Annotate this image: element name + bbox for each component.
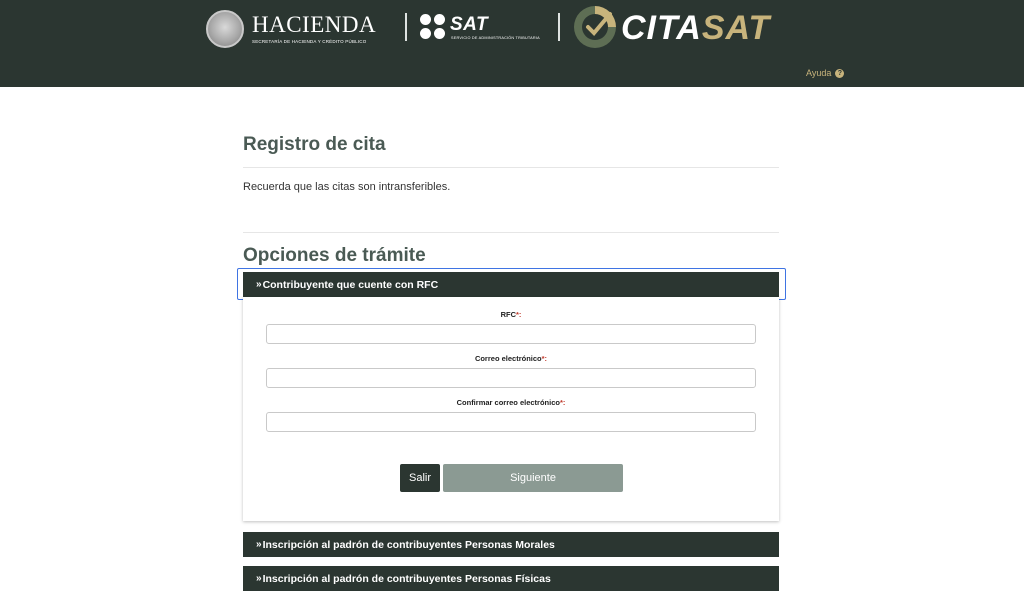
hacienda-name: HACIENDA bbox=[252, 12, 377, 37]
citasat-mark-icon bbox=[570, 2, 620, 52]
logo-divider bbox=[558, 13, 560, 41]
coat-of-arms-icon bbox=[206, 10, 244, 48]
hacienda-logo[interactable] bbox=[206, 6, 376, 52]
next-button[interactable]: Siguiente bbox=[443, 464, 623, 492]
help-link-label: Ayuda bbox=[806, 68, 832, 78]
email-input[interactable] bbox=[266, 368, 756, 388]
email-label bbox=[243, 354, 779, 363]
email-label-text: Correo electrónico bbox=[474, 354, 542, 363]
exit-button[interactable]: Salir bbox=[400, 464, 440, 492]
accordion-header-personas-fisicas[interactable] bbox=[243, 566, 779, 591]
options-title: Opciones de trámite bbox=[243, 245, 426, 266]
rfc-input[interactable] bbox=[266, 324, 756, 344]
confirm-email-label-text: Confirmar correo electrónico bbox=[456, 398, 560, 407]
required-mark: *: bbox=[541, 354, 548, 363]
chevron-double-right-icon: » bbox=[256, 539, 262, 550]
accordion-panel-rfc bbox=[243, 297, 779, 521]
required-mark: *: bbox=[516, 310, 522, 319]
confirm-email-input[interactable] bbox=[266, 412, 756, 432]
required-mark: *: bbox=[559, 398, 566, 407]
site-header bbox=[0, 0, 1024, 87]
help-link[interactable] bbox=[806, 68, 844, 78]
divider bbox=[243, 167, 779, 168]
divider bbox=[243, 232, 779, 233]
accordion-label: Inscripción al padrón de contribuyentes Personas Morales bbox=[262, 538, 555, 551]
citasat-logo[interactable] bbox=[570, 2, 820, 54]
accordion-header-rfc[interactable] bbox=[243, 272, 779, 297]
citasat-part1: CITA bbox=[621, 9, 702, 47]
rfc-label bbox=[243, 310, 779, 319]
sat-subtitle: SERVICIO DE ADMINISTRACIÓN TRIBUTARIA bbox=[451, 36, 540, 40]
page-title: Registro de cita bbox=[243, 134, 386, 155]
rfc-label-text: RFC bbox=[500, 310, 516, 319]
sat-name: SAT bbox=[450, 14, 489, 35]
intro-text: Recuerda que las citas son intransferibles. bbox=[243, 181, 451, 193]
chevron-double-right-icon: » bbox=[256, 573, 262, 584]
logo-divider bbox=[405, 13, 407, 41]
accordion-label: Inscripción al padrón de contribuyentes Personas Físicas bbox=[262, 572, 551, 585]
question-circle-icon: ? bbox=[835, 69, 844, 78]
accordion-label: Contribuyente que cuente con RFC bbox=[262, 278, 439, 291]
chevron-double-right-icon: » bbox=[256, 279, 262, 290]
citasat-part2: SAT bbox=[701, 9, 771, 47]
hacienda-subtitle: SECRETARÍA DE HACIENDA Y CRÉDITO PÚBLICO bbox=[252, 39, 367, 44]
confirm-email-label bbox=[243, 398, 779, 407]
sat-logo[interactable] bbox=[420, 12, 550, 44]
accordion-header-personas-morales[interactable] bbox=[243, 532, 779, 557]
sat-dots-icon bbox=[420, 14, 446, 40]
